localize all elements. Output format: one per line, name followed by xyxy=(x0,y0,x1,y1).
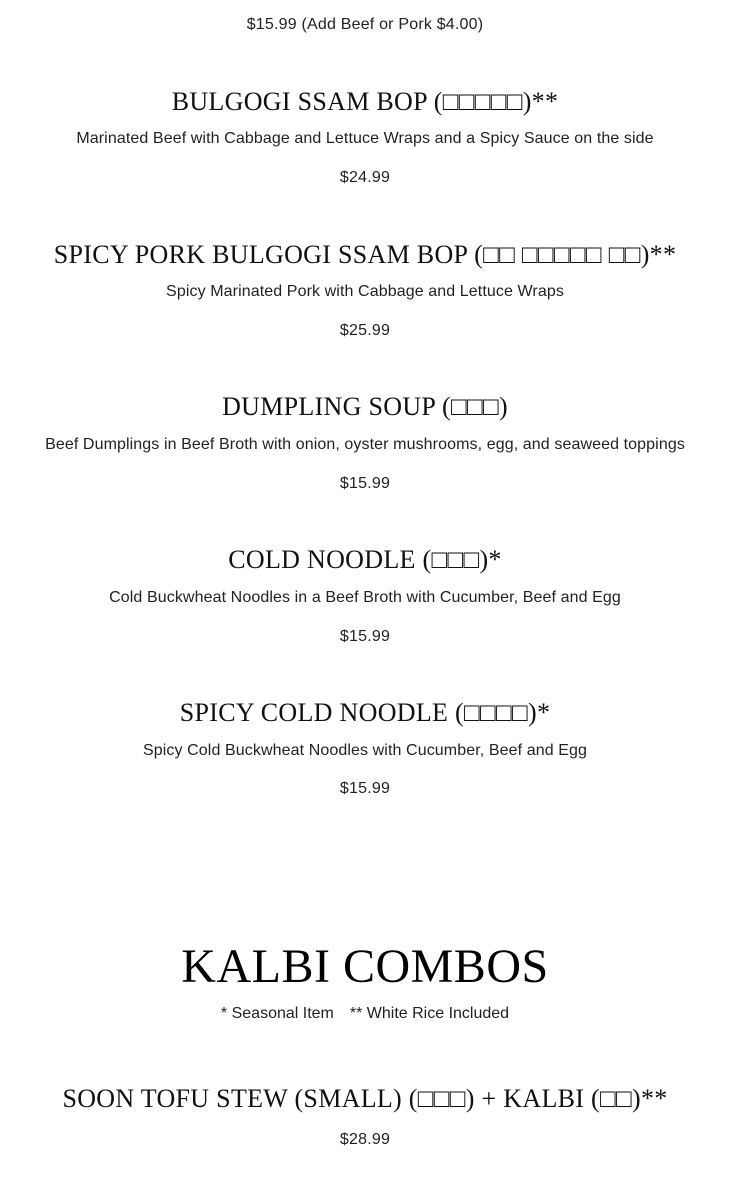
section-notes xyxy=(0,1005,730,1023)
top-price: $15.99 (Add Beef or Pork $4.00) xyxy=(246,16,484,33)
dish-description-bulgogi-ssam-bop: Marinated Beef with Cabbage and Lettuce Wraps and a Spicy Sauce on the side xyxy=(76,130,654,147)
dish-description-dumpling-soup: Beef Dumplings in Beef Broth with onion, oyster mushrooms, egg, and seaweed toppings xyxy=(45,436,685,453)
dish-price-cold-noodle: $15.99 xyxy=(339,628,391,645)
dish-title-bulgogi-ssam-bop: BULGOGI SSAM BOP (□□□□□)** xyxy=(171,87,559,116)
dish-title-soon-tofu-kalbi-combo: SOON TOFU STEW (SMALL) (□□□) + KALBI (□□)** xyxy=(62,1084,668,1113)
dish-price-spicy-pork-bulgogi-ssam-bop: $25.99 xyxy=(339,322,391,339)
dish-title-dumpling-soup: DUMPLING SOUP (□□□) xyxy=(222,392,508,421)
section-title-kalbi-combos: KALBI COMBOS xyxy=(181,940,549,993)
note-white-rice-included: ** White Rice Included xyxy=(349,1005,510,1022)
dish-description-spicy-pork-bulgogi-ssam-bop: Spicy Marinated Pork with Cabbage and Lettuce Wraps xyxy=(166,283,564,300)
dish-title-cold-noodle: COLD NOODLE (□□□)* xyxy=(228,545,502,574)
dish-price-bulgogi-ssam-bop: $24.99 xyxy=(339,169,391,186)
dish-price-dumpling-soup: $15.99 xyxy=(339,475,391,492)
dish-price-spicy-cold-noodle: $15.99 xyxy=(339,780,391,797)
dish-title-spicy-pork-bulgogi-ssam-bop: SPICY PORK BULGOGI SSAM BOP (□□ □□□□□ □□)** xyxy=(53,240,677,269)
dish-description-cold-noodle: Cold Buckwheat Noodles in a Beef Broth with Cucumber, Beef and Egg xyxy=(109,589,621,606)
note-seasonal-item: * Seasonal Item xyxy=(220,1005,334,1022)
dish-title-spicy-cold-noodle: SPICY COLD NOODLE (□□□□)* xyxy=(179,698,551,727)
dish-description-spicy-cold-noodle: Spicy Cold Buckwheat Noodles with Cucumber, Beef and Egg xyxy=(142,742,588,759)
dish-price-soon-tofu-kalbi-combo: $28.99 xyxy=(339,1131,391,1148)
